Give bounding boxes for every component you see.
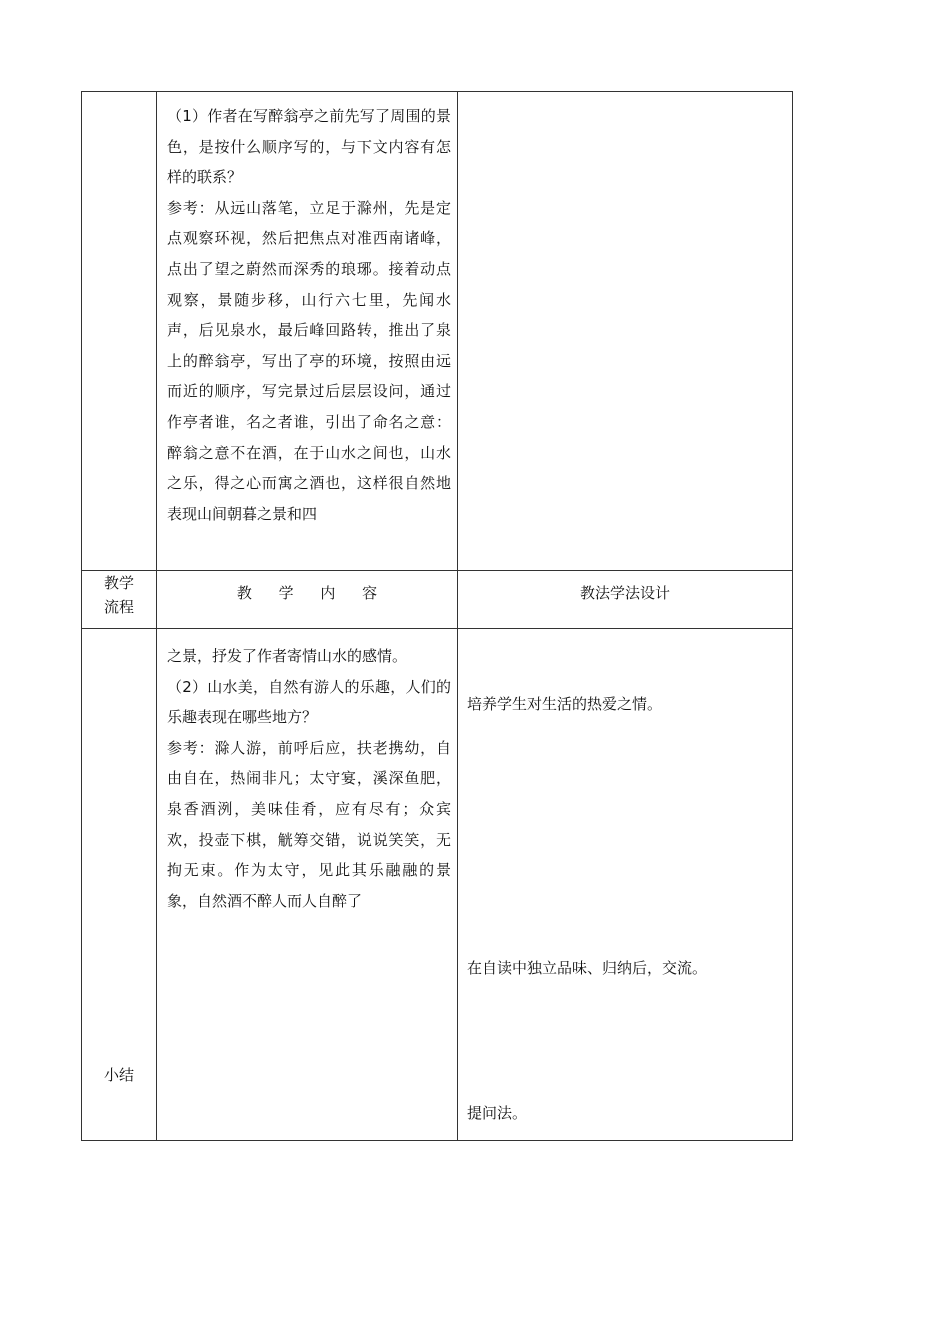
method-note-1: 培养学生对生活的热爱之情。 <box>467 695 663 713</box>
method-note-2: 在自读中独立品味、归纳后，交流。 <box>467 959 708 977</box>
section-label-summary: 小结 <box>103 1066 134 1084</box>
header-method: 教法学法设计 <box>579 584 670 602</box>
lower-content-cell <box>167 641 451 916</box>
table-border-right <box>792 91 793 1141</box>
answer-1-continued: 之景，抒发了作者寄情山水的感情。 <box>167 647 408 665</box>
header-flow-line2: 流程 <box>103 598 134 616</box>
header-row-top-border <box>81 570 793 571</box>
header-row-bottom-border <box>81 628 793 629</box>
header-flow-line1: 教学 <box>103 574 134 592</box>
column-divider-2 <box>457 91 458 1141</box>
header-flow-cell <box>82 571 156 619</box>
table-border-top <box>81 91 793 92</box>
question-2: （2）山水美，自然有游人的乐趣，人们的乐趣表现在哪些地方？ <box>167 677 451 727</box>
answer-2: 参考：滁人游，前呼后应，扶老携幼，自由自在，热闹非凡；太守宴，溪深鱼肥，泉香酒洌，美味佳肴，应有尽有；众宾欢，投壶下棋，觥筹交错，说说笑笑，无拘无束。作为太守，见此其乐融融的景象，自然酒不醉人而人自醉了 <box>167 738 451 910</box>
upper-content-cell <box>167 101 451 529</box>
column-divider-1 <box>156 91 157 1141</box>
answer-1: 参考：从远山落笔，立足于滁州，先是定点观察环视，然后把焦点对准西南诸峰，点出了望之蔚然而深秀的琅琊。接着动点观察，景随步移，山行六七里，先闻水声，后见泉水，最后峰回路转，推出了泉上的醉翁亭，写出了亭的环境，按照由远而近的顺序，写完景过后层层设问，通过作亭者谁，名之者谁，引出了命名之意：醉翁之意不在酒，在于山水之间也，山水之乐，得之心而寓之酒也，这样很自然地表现山间朝暮之景和四 <box>167 198 451 523</box>
method-note-3: 提问法。 <box>467 1104 528 1122</box>
question-1: （1）作者在写醉翁亭之前先写了周围的景色，是按什么顺序写的，与下文内容有怎样的联系？ <box>167 107 451 187</box>
table-border-bottom <box>81 1140 793 1141</box>
header-content: 教 学 内 容 <box>236 584 378 602</box>
